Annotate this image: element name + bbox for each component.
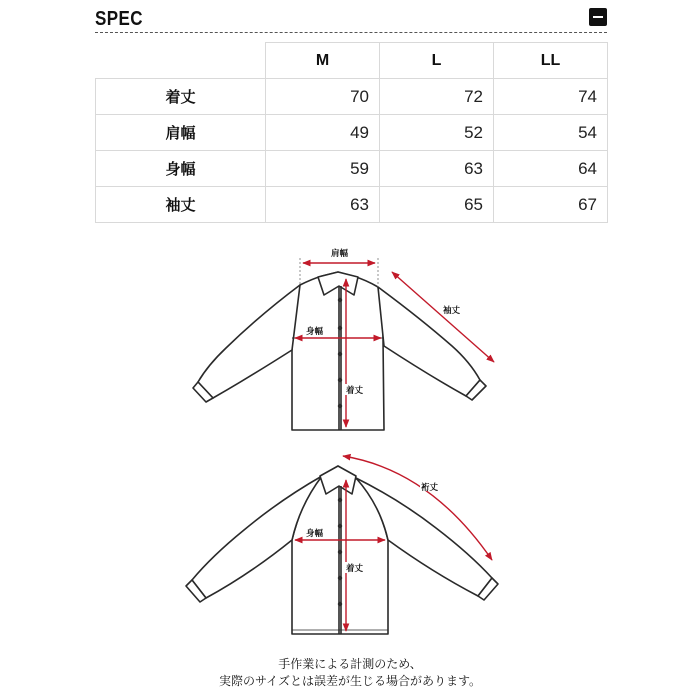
label-chest-raglan: 身幅 [306, 529, 324, 539]
cell-value: 54 [494, 115, 608, 151]
column-header-m: M [266, 43, 380, 79]
cell-value: 63 [380, 151, 494, 187]
column-header-ll: LL [494, 43, 608, 79]
cell-value: 65 [380, 187, 494, 223]
label-length-raglan: 着丈 [346, 564, 364, 574]
cell-value: 52 [380, 115, 494, 151]
cell-value: 74 [494, 79, 608, 115]
spec-title: SPEC [95, 8, 143, 30]
cell-value: 70 [266, 79, 380, 115]
label-shoulder: 肩幅 [331, 249, 349, 259]
label-raglan-sleeve: 裄丈 [421, 483, 439, 493]
row-label: 肩幅 [96, 115, 266, 151]
row-label: 着丈 [96, 79, 266, 115]
cell-value: 64 [494, 151, 608, 187]
cell-value: 59 [266, 151, 380, 187]
cell-value: 49 [266, 115, 380, 151]
label-sleeve: 袖丈 [443, 306, 461, 316]
cell-value: 72 [380, 79, 494, 115]
label-length: 着丈 [346, 386, 364, 396]
row-label: 身幅 [96, 151, 266, 187]
measurement-note-line2: 実際のサイズとは誤差が生じる場合があります。 [218, 674, 482, 688]
cell-value: 67 [494, 187, 608, 223]
shirt-raglan-sleeve-diagram [186, 466, 498, 634]
label-chest: 身幅 [306, 327, 324, 337]
measurement-note-line1: 手作業による計測のため、 [278, 657, 422, 671]
cell-value: 63 [266, 187, 380, 223]
row-label: 袖丈 [96, 187, 266, 223]
column-header-l: L [380, 43, 494, 79]
